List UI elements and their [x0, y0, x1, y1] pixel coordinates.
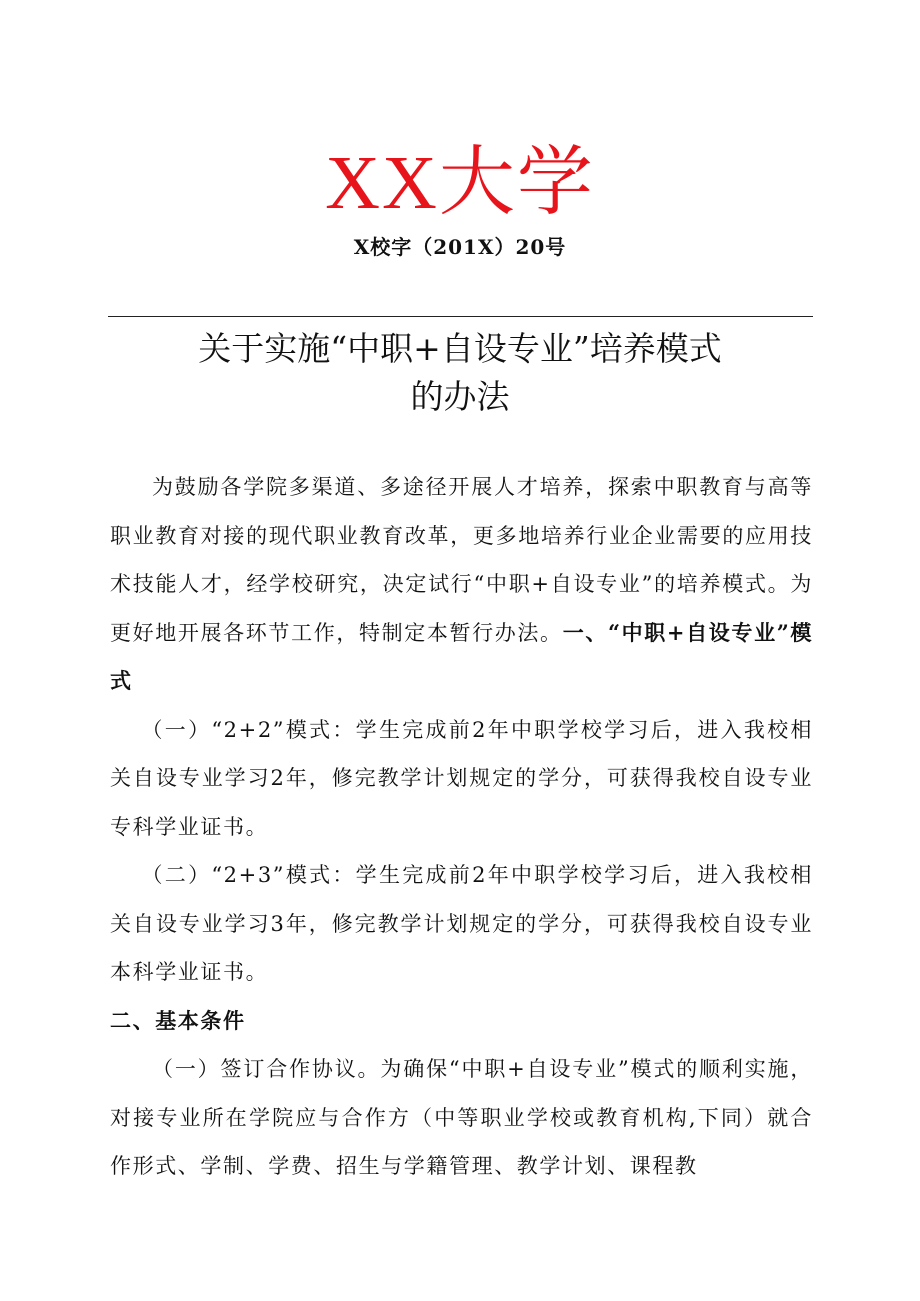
intro-paragraph: [110, 463, 813, 706]
intro-text: 为鼓励各学院多渠道、多途径开展人才培养，探索中职教育与高等职业教育对接的现代职业教育改革，更多地培养行业企业需要的应用技术技能人才，经学校研究，决定试行“中职+自设专业”的培养模式。为更好地开展各环节工作，特制定本暂行办法。: [110, 475, 813, 645]
section-2-heading: 二、基本条件: [110, 1007, 246, 1033]
document-number: X校字（201X）20号: [353, 235, 567, 259]
masthead-title: XX大学: [325, 141, 595, 225]
document-body: [110, 463, 813, 1191]
title-line-1: 关于实施“中职+自设专业”培养模式: [198, 329, 722, 368]
item-1-paragraph: （一）“2+2”模式：学生完成前2年中职学校学习后，进入我校相关自设专业学习2年，修完教学计划规定的学分，可获得我校自设专业专科学业证书。: [110, 717, 813, 839]
title-line-2: 的办法: [410, 377, 510, 416]
item-3-paragraph: （一）签订合作协议。为确保“中职+自设专业”模式的顺利实施，对接专业所在学院应与合作方（中等职业学校或教育机构,下同）就合作形式、学制、学费、招生与学籍管理、教学计划、课程教: [110, 1057, 813, 1178]
header-divider: [108, 316, 813, 317]
document-title: [0, 325, 920, 421]
item-2-paragraph: （二）“2+3”模式：学生完成前2年中职学校学习后，进入我校相关自设专业学习3年，修完教学计划规定的学分，可获得我校自设专业本科学业证书。: [110, 863, 813, 984]
section-1-heading: 一、“中职+自设专业”模式: [110, 619, 814, 693]
